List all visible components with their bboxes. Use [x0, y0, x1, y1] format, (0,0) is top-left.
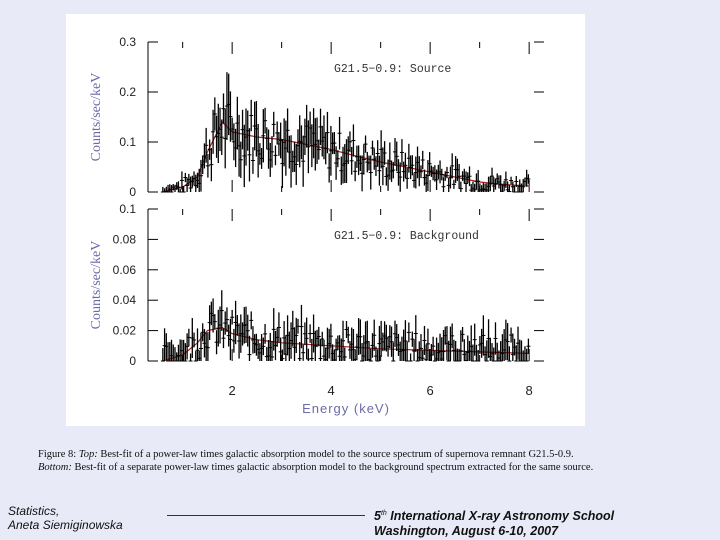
- x-tick-label: 2: [228, 383, 236, 398]
- y-tick-label: 0.1: [119, 135, 136, 149]
- x-tick-label: 8: [525, 383, 533, 398]
- y-tick-label: 0: [129, 185, 136, 199]
- figure-panel: [66, 14, 585, 426]
- caption-line-2: Bottom: Best-fit of a separate power-law times galactic absorption model to the background spectrum extracted for the same source.: [38, 462, 594, 473]
- footer-event-date: Washington, August 6-10, 2007: [374, 524, 559, 539]
- y-tick-label: 0.02: [112, 323, 136, 338]
- y-tick-label: 0.1: [119, 202, 136, 216]
- y-tick-label: 0.04: [112, 293, 136, 308]
- y-tick-label: 0.3: [119, 35, 136, 49]
- y-tick-label: 0.2: [119, 85, 136, 99]
- y-axis-label: Counts/sec/keV: [89, 240, 104, 330]
- footer-divider: [167, 515, 365, 516]
- footer-course: Statistics,: [8, 504, 60, 518]
- y-tick-label: 0.06: [112, 262, 136, 277]
- y-tick-label: 0: [129, 354, 136, 368]
- data-bins: [161, 290, 531, 361]
- plot-panel-1: [89, 35, 544, 199]
- y-tick-label: 0.08: [112, 232, 136, 247]
- panel-label: G21.5−0.9: Source: [334, 63, 452, 76]
- y-axis-label: Counts/sec/keV: [89, 72, 104, 162]
- footer-author: [8, 504, 123, 532]
- figure-caption: [38, 448, 698, 474]
- footer-event: [374, 506, 614, 539]
- caption-line-1: Figure 8: Top: Best-fit of a power-law times galactic absorption model to the source spectrum of supernova remnant G21.5-0.9.: [38, 449, 574, 460]
- spectrum-figure: [66, 14, 585, 426]
- panel-label: G21.5−0.9: Background: [334, 230, 479, 243]
- footer-author-name: Aneta Siemiginowska: [8, 518, 123, 532]
- footer-event-title: 5th International X-ray Astronomy School: [374, 509, 615, 524]
- x-tick-label: 6: [426, 383, 434, 398]
- data-bins: [161, 72, 531, 192]
- plot-panel-2: [89, 202, 544, 368]
- x-axis-label: Energy (keV): [302, 401, 390, 416]
- x-tick-label: 4: [327, 383, 335, 398]
- x-tick-labels: [229, 383, 533, 398]
